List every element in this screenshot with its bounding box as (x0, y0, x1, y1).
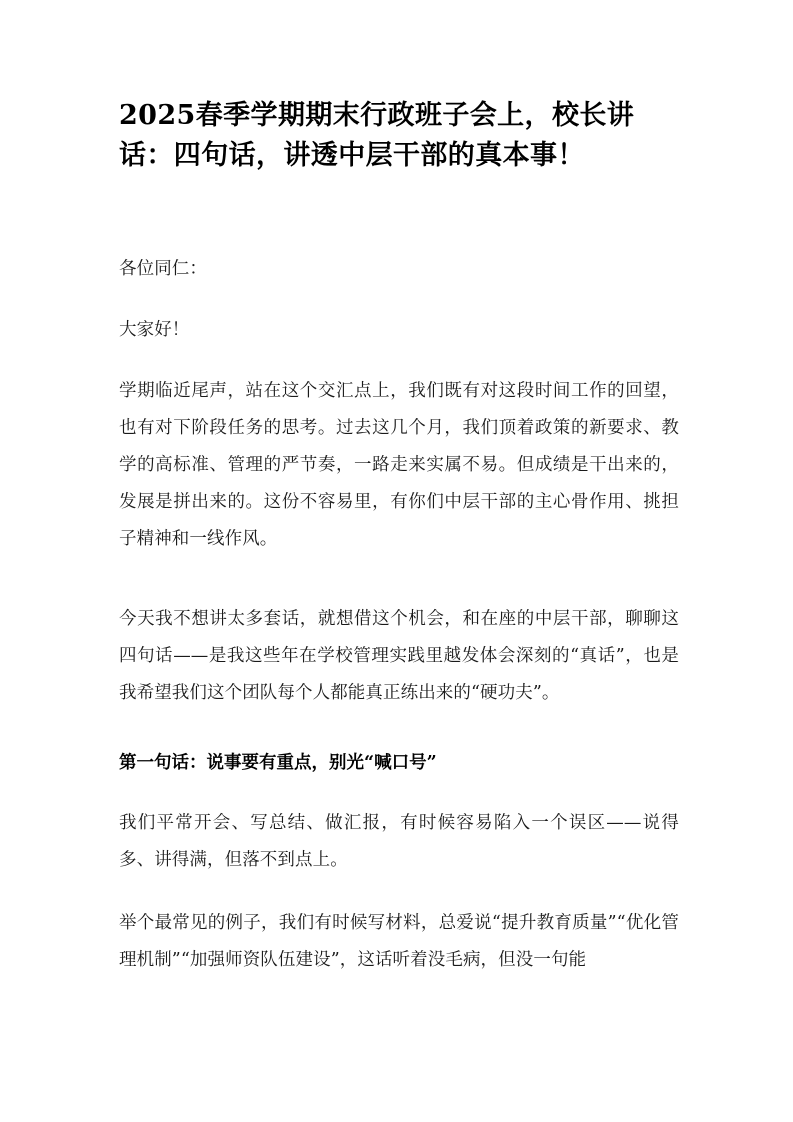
paragraph-four-sentences: 今天我不想讲太多套话，就想借这个机会，和在座的中层干部，聊聊这四句话——是我这些年在学校管理实践里越发体会深刻的“真话”，也是我希望我们这个团队每个人都能真正练出来的“硬功夫”。 (119, 609, 679, 703)
section1-paragraph-2: 举个最常见的例子，我们有时候写材料，总爱说“提升教育质量”“优化管理机制”“加强师资队伍建设”，这话听着没毛病，但没一句能 (119, 913, 679, 970)
paragraph-intro: 学期临近尾声，站在这个交汇点上，我们既有对这段时间工作的回望，也有对下阶段任务的思考。过去这几个月，我们顶着政策的新要求、教学的高标准、管理的严节奏，一路走来实属不易。但成绩是干出来的，发展是拼出来的。这份不容易里，有你们中层干部的主心骨作用、挑担子精神和一线作风。 (119, 381, 679, 549)
document-title: 2025春季学期期末行政班子会上，校长讲话：四句话，讲透中层干部的真本事！ (119, 100, 635, 171)
salutation: 各位同仁： (119, 259, 207, 279)
greeting: 大家好！ (119, 320, 190, 340)
section-heading-1: 第一句话：说事要有重点，别光“喊口号” (119, 753, 437, 773)
section1-paragraph-1: 我们平常开会、写总结、做汇报，有时候容易陷入一个误区——说得多、讲得满，但落不到点上。 (119, 813, 679, 870)
